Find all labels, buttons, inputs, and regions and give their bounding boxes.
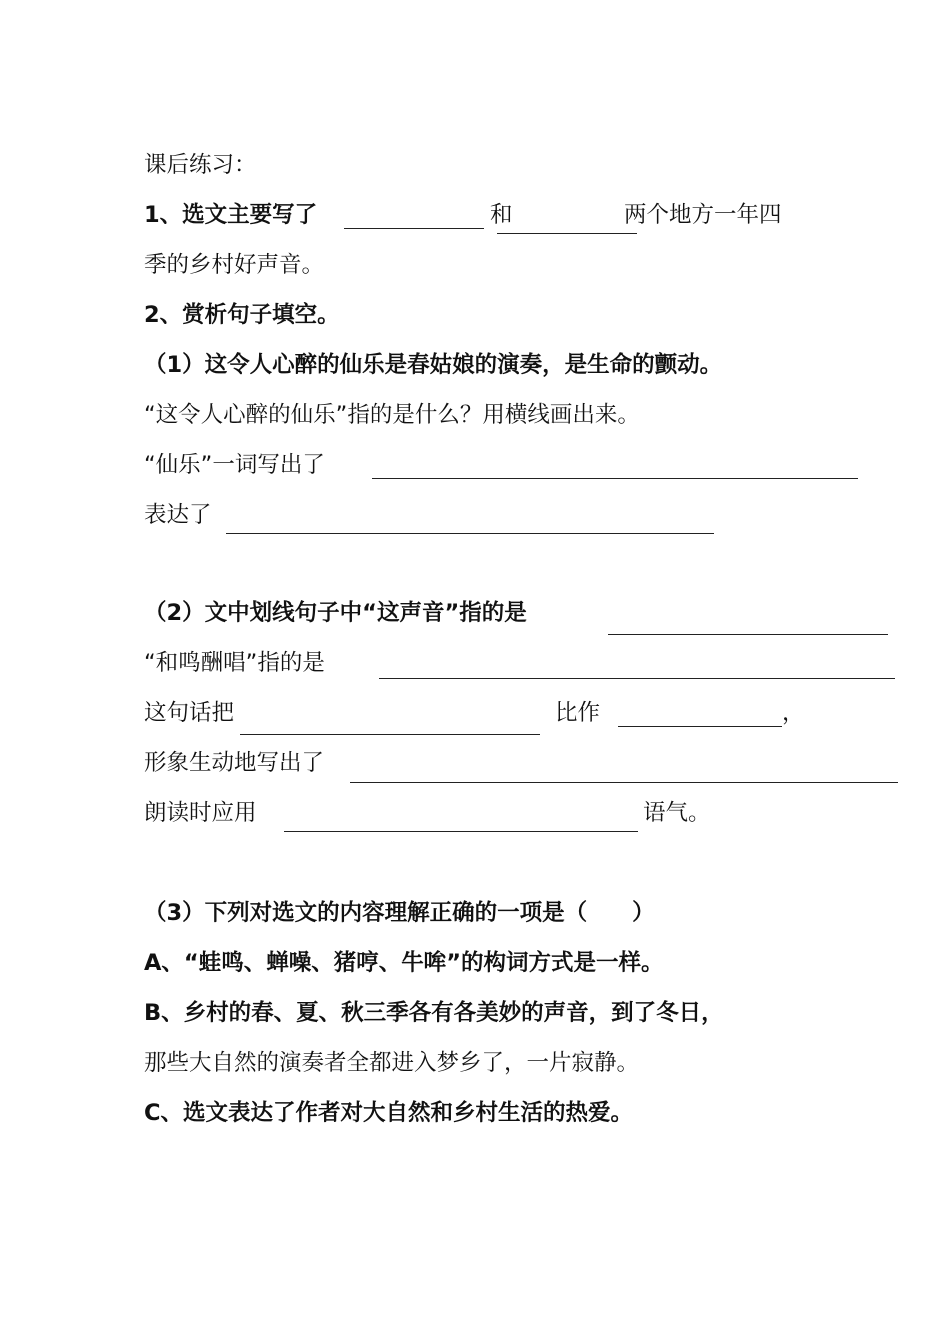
q2-p1-express-label: 表达了 [144,502,212,528]
q2-p2-read-label: 朗读时应用 [144,800,257,826]
q2-p2-compare-blank-1[interactable] [240,734,540,735]
q2-p2-harmony-label: “和鸣酬唱”指的是 [144,650,325,676]
q1-prefix: 1、选文主要写了 [144,202,318,228]
q2-p3-option-b[interactable]: B、乡村的春、夏、秋三季各有各美妙的声音，到了冬日， [144,1000,724,1026]
q2-p3-option-c[interactable]: C、选文表达了作者对大自然和乡村生活的热爱。 [144,1100,634,1126]
page-title: 课后练习： [144,152,257,178]
q2-p2-sound-label: （2）文中划线句子中“这声音”指的是 [144,600,527,626]
q2-p3-question: （3）下列对选文的内容理解正确的一项是（ ） [144,900,655,926]
q2-p2-vivid-blank[interactable] [350,782,898,783]
q1-suffix: 两个地方一年四 [624,202,782,228]
q1-and: 和 [490,202,513,228]
q2-heading: 2、赏析句子填空。 [144,302,340,328]
q2-p2-compare-prefix: 这句话把 [144,700,235,726]
q2-p2-read-suffix: 语气。 [643,800,711,826]
q2-p1-wrote-label: “仙乐”一词写出了 [144,452,325,478]
q1-blank-2[interactable] [497,233,637,234]
q2-p2-vivid-label: 形象生动地写出了 [144,750,325,776]
q2-p1-task: “这令人心醉的仙乐”指的是什么？用横线画出来。 [144,402,640,428]
q2-p3-option-b-cont: 那些大自然的演奏者全都进入梦乡了，一片寂静。 [144,1050,640,1076]
q2-p2-compare-end: ， [782,700,805,726]
q2-p3-option-a[interactable]: A、“蛙鸣、蝉噪、猪哼、牛哞”的构词方式是一样。 [144,950,664,976]
q1-blank-1[interactable] [344,228,484,229]
q2-p2-compare-mid: 比作 [555,700,601,726]
q2-p2-compare-blank-2[interactable] [618,726,782,727]
q2-p2-sound-blank[interactable] [608,634,888,635]
q1-line2: 季的乡村好声音。 [144,252,325,278]
q2-p1-wrote-blank[interactable] [372,478,858,479]
q2-p1-express-blank[interactable] [226,533,714,534]
q2-p2-read-blank[interactable] [284,831,638,832]
q2-p2-harmony-blank[interactable] [379,678,895,679]
q2-p1-sentence: （1）这令人心醉的仙乐是春姑娘的演奏，是生命的颤动。 [144,352,723,378]
